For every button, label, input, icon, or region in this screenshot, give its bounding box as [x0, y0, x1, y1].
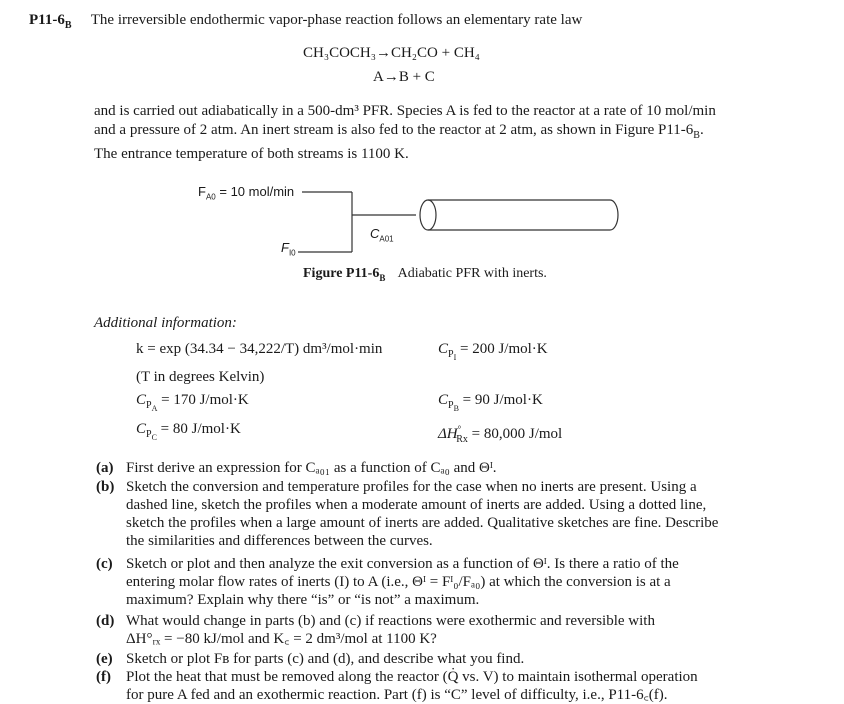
part-line: First derive an expression for Cₐ₀₁ as a function of Cₐ₀ and Θᴵ.	[126, 460, 497, 476]
part-line: Plot the heat that must be removed along the reactor (Q̇ vs. V) to maintain isothermal operation	[126, 669, 698, 685]
reaction-short: A→B + C	[373, 69, 435, 85]
pfr-tube	[428, 200, 618, 230]
cp-c: $C_{P_C} = 80$ J/mol·K	[136, 421, 241, 442]
rate-constant: k = exp (34.34 − 34,222/T) dm³/mol·min	[136, 341, 383, 357]
cp-a: $C_{P_A} = 170$ J/mol·K	[136, 392, 249, 413]
part-line: What would change in parts (b) and (c) if reactions were exothermic and reversible with	[126, 613, 655, 629]
figure-caption: Figure $P11-6_B$ Adiabatic PFR with inerts.	[303, 266, 547, 283]
problem-description	[94, 102, 784, 164]
desc-line: The entrance temperature of both streams is 1100 K.	[94, 146, 409, 162]
part-line: Sketch the conversion and temperature profiles for the case when no inerts are present. Using a	[126, 479, 697, 495]
part-label: (d)	[96, 613, 115, 629]
ca01-label: $C_{A01}$	[370, 226, 394, 244]
temperature-note: (T in degrees Kelvin)	[136, 369, 265, 385]
problem-intro: The irreversible endothermic vapor-phase reaction follows an elementary rate law	[90, 12, 583, 28]
part-line: the similarities and differences between the curves.	[126, 533, 433, 549]
part-label: (a)	[96, 460, 114, 476]
pfr-inlet-end	[420, 200, 436, 230]
part-label: (c)	[96, 556, 113, 572]
cp-inert: $C_{P_I} = 200$ J/mol·K	[438, 341, 548, 362]
part-line: entering molar flow rates of inerts (I) to A (i.e., Θᴵ = Fᴵ₀/Fₐ₀) at which the conversion is at a	[126, 574, 671, 590]
heat-of-reaction: $\Delta H^\circ_{Rx} = 80,000$ J/mol	[438, 424, 563, 445]
fi0-label: $F_{I0}$	[281, 240, 296, 258]
part-line: Sketch or plot and then analyze the exit conversion as a function of Θᴵ. Is there a ratio of the	[126, 556, 679, 572]
part-line: Sketch or plot Fʙ for parts (c) and (d), and describe what you find.	[126, 651, 525, 667]
part-label: (e)	[96, 651, 113, 667]
desc-line: and a pressure of 2 atm. An inert stream is also fed to the reactor at 2 atm, as shown in Figure $P11-6_B$.	[94, 121, 704, 141]
fa0-label: $F_{A0} = 10$ mol/min	[198, 184, 295, 202]
additional-heading: Additional information:	[94, 315, 237, 331]
part-line: maximum? Explain why there “is” or “is not” a maximum.	[126, 592, 480, 608]
cp-b: $C_{P_B} = 90$ J/mol·K	[438, 392, 543, 413]
part-line: sketch the profiles when a large amount of inerts are added. Qualitative sketches are fine. Describe	[126, 515, 719, 531]
part-label: (f)	[96, 669, 111, 685]
part-label: (b)	[96, 479, 115, 495]
part-line: for pure A fed and an exothermic reaction. Part (f) is “C” level of difficulty, i.e., P11-6꜀(f).	[126, 687, 668, 703]
part-line: ΔH°ᵣₓ = −80 kJ/mol and K꜀ = 2 dm³/mol at 1100 K?	[126, 631, 437, 647]
problem-number: $P11-6_B$	[29, 12, 72, 31]
reaction-equation: CH₃COCH₃→CH₂CO + CH₄	[303, 45, 480, 61]
desc-line: and is carried out adiabatically in a 500-dm³ PFR. Species A is fed to the reactor at a rate of 10 mol/min	[94, 103, 716, 119]
problem-header	[29, 11, 582, 35]
part-line: dashed line, sketch the profiles when a moderate amount of inerts are added. Using a dotted line,	[126, 497, 707, 513]
